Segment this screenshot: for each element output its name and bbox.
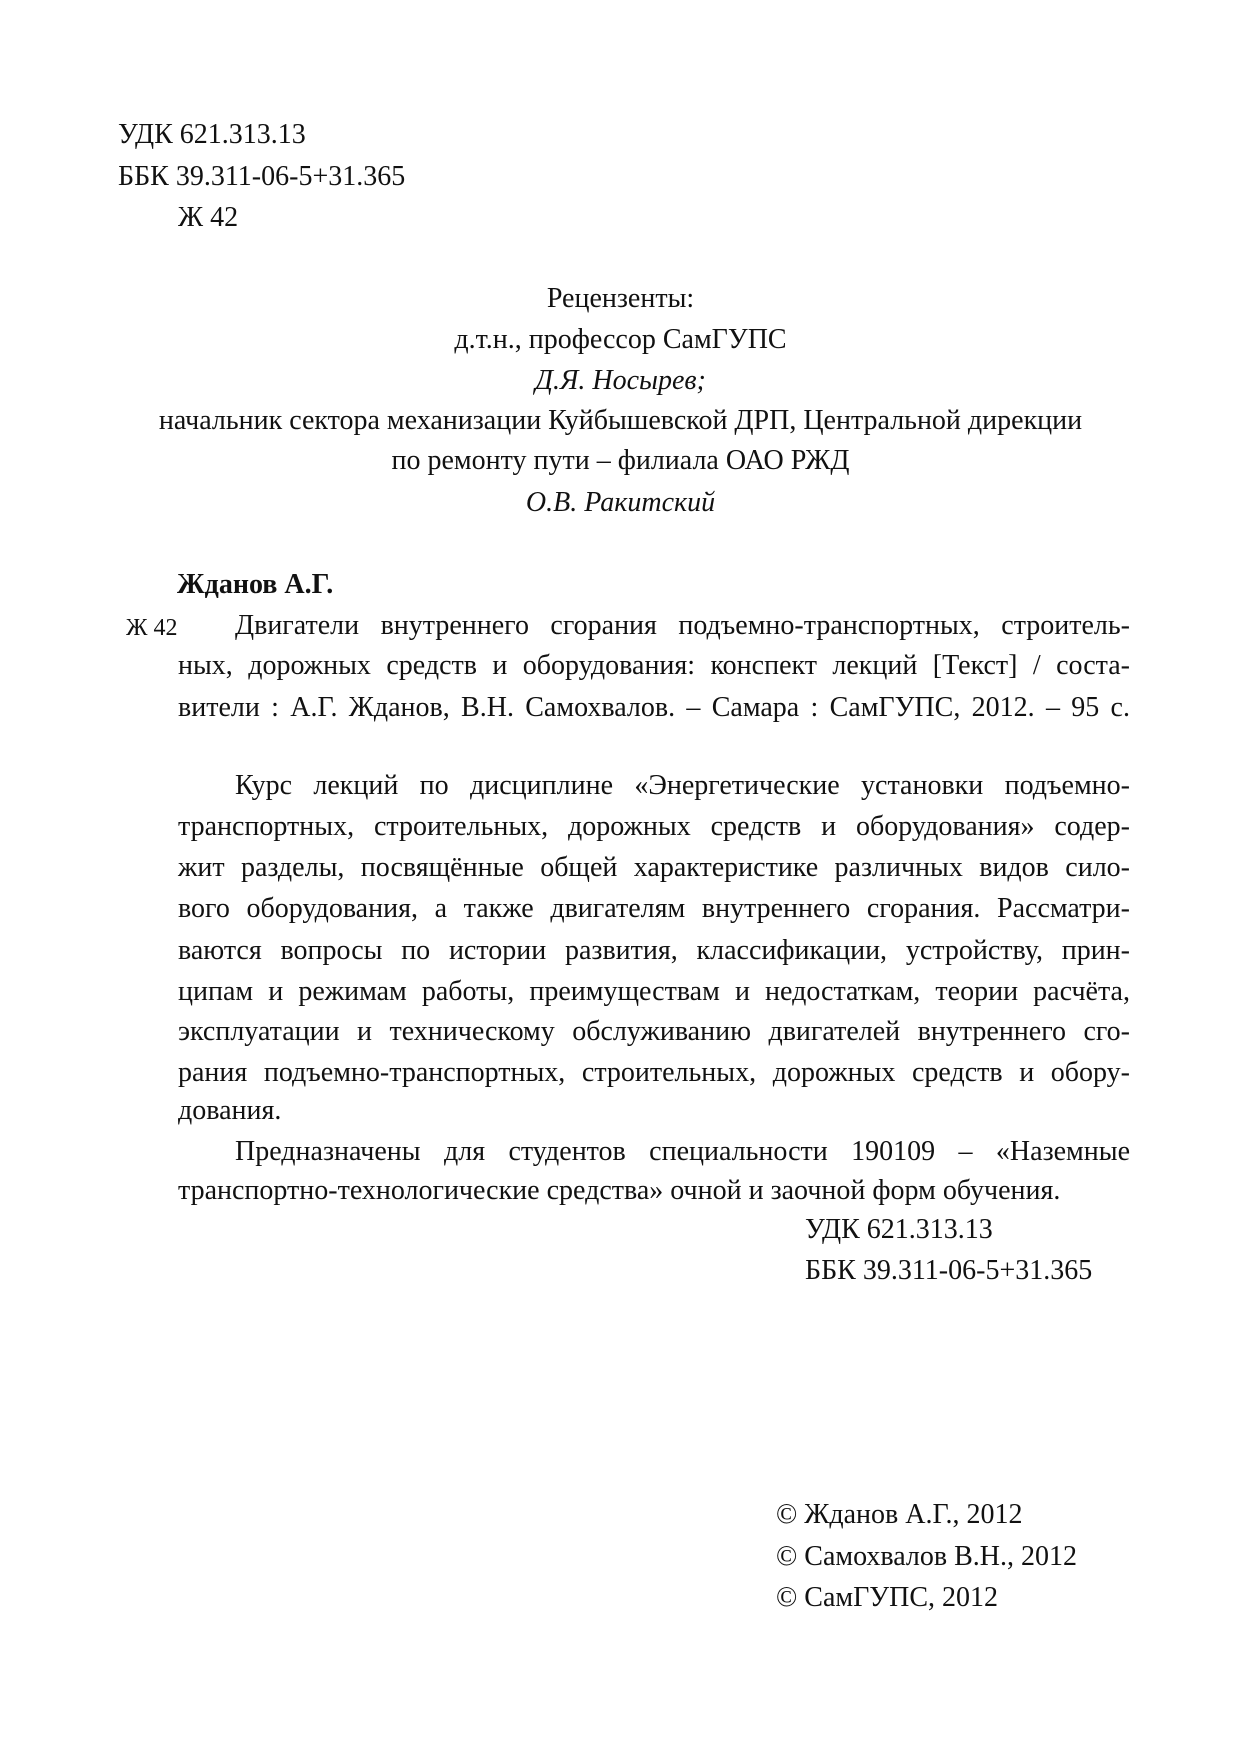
footer-bbk-code: ББК 39.311-06-5+31.365 (805, 1255, 1093, 1286)
abstract-line: транспортных, строительных, дорожных средств и оборудования» содер- (178, 811, 1130, 842)
reviewer-1-name: Д.Я. Носырев; (535, 365, 706, 396)
copyright-line: © Самохвалов В.Н., 2012 (776, 1541, 1078, 1572)
reviewers-title: Рецензенты: (546, 283, 695, 314)
bib-line: Двигатели внутреннего сгорания подъемно-транспортных, строитель- (235, 610, 1130, 641)
bib-line: ных, дорожных средств и оборудования: конспект лекций [Текст] / соста- (178, 650, 1130, 681)
abstract-line: рания подъемно-транспортных, строительных, дорожных средств и обору- (178, 1057, 1130, 1088)
abstract-line: ципам и режимам работы, преимуществам и недостаткам, теории расчёта, (178, 976, 1130, 1007)
copyright-line: © СамГУПС, 2012 (776, 1582, 999, 1613)
udk-code: УДК 621.313.13 (118, 119, 306, 150)
bbk-code: ББК 39.311-06-5+31.365 (118, 161, 406, 192)
reviewer-2-title: начальник сектора механизации Куйбышевской ДРП, Центральной дирекции (158, 405, 1083, 436)
purpose-line: Предназначены для студентов специальности 190109 – «Наземные (235, 1136, 1130, 1167)
abstract-line: дования. (178, 1095, 282, 1126)
reviewer-2-org: по ремонту пути – филиала ОАО РЖД (391, 445, 850, 476)
abstract-line: вого оборудования, а также двигателям внутреннего сгорания. Рассматри- (178, 893, 1130, 924)
footer-udk-code: УДК 621.313.13 (805, 1214, 993, 1245)
author-mark: Ж 42 (178, 202, 239, 233)
bib-author: Жданов А.Г. (177, 569, 334, 600)
abstract-line: жит разделы, посвящённые общей характеристике различных видов сило- (178, 852, 1130, 883)
reviewer-1-title: д.т.н., профессор СамГУПС (454, 324, 787, 355)
abstract-line: Курс лекций по дисциплине «Энергетические установки подъемно- (235, 770, 1130, 801)
copyright-line: © Жданов А.Г., 2012 (776, 1499, 1023, 1530)
abstract-line: эксплуатации и техническому обслуживанию двигателей внутреннего сго- (178, 1016, 1130, 1047)
bib-line: вители : А.Г. Жданов, В.Н. Самохвалов. – Самара : СамГУПС, 2012. – 95 с. (178, 692, 1130, 723)
purpose-line: транспортно-технологические средства» очной и заочной форм обучения. (178, 1175, 1061, 1206)
bib-mark: Ж 42 (126, 615, 178, 641)
abstract-line: ваются вопросы по истории развития, классификации, устройству, прин- (178, 935, 1130, 966)
reviewer-2-name: О.В. Ракитский (525, 487, 716, 518)
